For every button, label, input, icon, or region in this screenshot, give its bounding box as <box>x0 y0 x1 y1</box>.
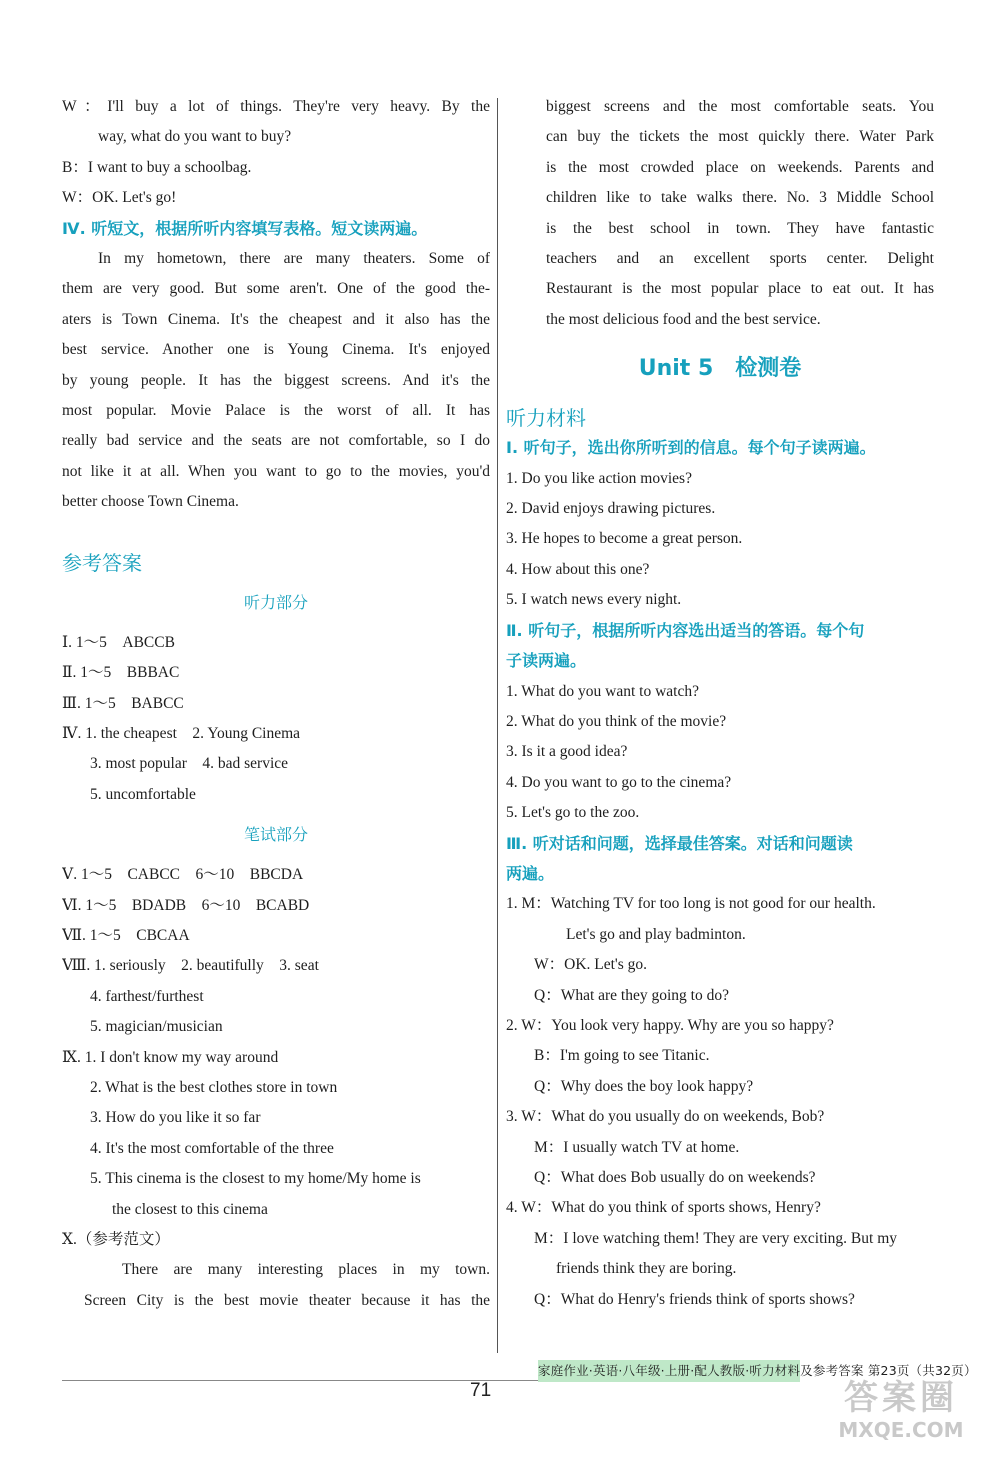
unit-title: Unit 5 检测卷 <box>638 356 802 382</box>
answer-line: Ⅴ. 1～5 CABCC 6～10 BBCDA <box>62 866 304 884</box>
list-item: M：I love watching them! They are very exciting. But my <box>534 1229 898 1247</box>
essay-line: biggest screens and the most comfortable seats. You <box>546 98 934 115</box>
list-item: friends think they are boring. <box>556 1260 737 1278</box>
answer-line: 5. This cinema is the closest to my home/My home is <box>90 1170 421 1188</box>
answer-line: Ⅱ. 1～5 BBBAC <box>62 664 180 682</box>
answer-line: Ⅳ. 1. the cheapest 2. Young Cinema <box>62 724 301 742</box>
passage <box>62 244 490 518</box>
answer-line: 2. What is the best clothes store in town <box>90 1078 338 1096</box>
essay-line: can buy the tickets the most quickly there. Water Park <box>546 128 934 146</box>
dialogue-line: way, what do you want to buy? <box>98 128 292 146</box>
answer-line: Ⅰ. 1～5 ABCCB <box>62 633 175 651</box>
essay-line: is the best school in town. They have fantastic <box>546 219 934 237</box>
section-heading: Ⅱ. 听句子，根据所听内容选出适当的答语。每个句 <box>506 620 865 640</box>
passage-line: not like it at all. When you want to go to the movies, you'd <box>62 462 490 480</box>
list-item: Q：What do Henry's friends think of sports shows? <box>534 1290 855 1308</box>
list-item: 4. How about this one? <box>506 560 650 578</box>
written-answers <box>62 860 490 1316</box>
footer-rule <box>62 1380 538 1381</box>
section-heading: Ⅲ. 听对话和问题，选择最佳答案。对话和问题读 <box>506 833 853 853</box>
list-item: Q：What does Bob usually do on weekends? <box>534 1169 816 1186</box>
list-item: W：OK. Let's go. <box>534 956 647 974</box>
answer-line: 5. magician/musician <box>90 1018 223 1036</box>
answer-heading: 参考答案 <box>62 550 142 575</box>
list-item: 5. I watch news every night. <box>506 591 682 609</box>
list-item: 2. W：You look very happy. Why are you so happy? <box>506 1016 834 1034</box>
answer-line: 3. most popular 4. bad service <box>90 755 289 773</box>
page-number: 71 <box>470 1380 492 1401</box>
list-item: 4. W：What do you think of sports shows, Henry? <box>506 1199 821 1217</box>
essay-line: There are many interesting places in my town. <box>122 1261 490 1279</box>
essay-line: the most delicious food and the best service. <box>546 310 821 328</box>
answer-line: Ⅸ. 1. I don't know my way around <box>62 1048 279 1066</box>
answer-line: Ⅹ.（参考范文） <box>62 1231 170 1248</box>
passage-line: In my hometown, there are many theaters. Some of <box>98 250 490 268</box>
left-column <box>62 92 490 1316</box>
list-item: 4. Do you want to go to the cinema? <box>506 773 732 791</box>
dialogue-line: W：I'll buy a lot of things. They're very heavy. By the <box>62 98 490 115</box>
dialogue <box>62 92 490 214</box>
list-item: 2. What do you think of the movie? <box>506 712 727 730</box>
answer-line: Ⅶ. 1～5 CBCAA <box>62 926 190 944</box>
section-heading: Ⅰ. 听句子，选出你所听到的信息。每个句子读两遍。 <box>506 438 876 458</box>
list-item: 1. What do you want to watch? <box>506 682 699 700</box>
essay-line: Restaurant is the most popular place to eat out. It has <box>546 280 934 298</box>
section-heading: 子读两遍。 <box>506 651 587 671</box>
answer-line: Ⅷ. 1. seriously 2. beautifully 3. seat <box>62 957 319 975</box>
list-item: 5. Let's go to the zoo. <box>506 804 640 822</box>
passage-line: them are very good. But some aren't. One of the good the- <box>62 280 490 298</box>
watermark-logo: 答案圈 <box>844 1378 958 1418</box>
section-heading: Ⅳ. 听短文，根据所听内容填写表格。短文读两遍。 <box>62 218 428 238</box>
listening-answers <box>62 628 490 810</box>
list-item: 3. Is it a good idea? <box>506 743 628 761</box>
watermark <box>816 1378 986 1448</box>
listening-part-heading: 听力部分 <box>243 592 308 612</box>
footer-banner: 家庭作业·英语·八年级·上册·配人教版·听力材料及参考答案 第23页（共32页） <box>538 1360 800 1382</box>
list-item: 1. Do you like action movies? <box>506 469 692 487</box>
passage-line: most popular. Movie Palace is the worst of all. It has <box>62 402 490 420</box>
written-part-heading: 笔试部分 <box>243 825 308 845</box>
materials-heading: 听力材料 <box>506 406 586 431</box>
passage-line: by young people. It has the biggest screens. And it's the <box>62 371 490 389</box>
answer-line: 5. uncomfortable <box>90 785 196 803</box>
answer-line: Ⅲ. 1～5 BABCC <box>62 694 184 712</box>
dialogue-line: W：OK. Let's go! <box>62 189 177 207</box>
dialogue-line: B：I want to buy a schoolbag. <box>62 158 252 176</box>
answer-line: Ⅵ. 1～5 BDADB 6～10 BCABD <box>62 896 310 914</box>
list-item: Q：Why does the boy look happy? <box>534 1077 754 1095</box>
answer-line: 3. How do you like it so far <box>90 1109 261 1127</box>
section2-items <box>506 677 934 829</box>
essay-line: Screen City is the best movie theater because it has the <box>84 1291 490 1309</box>
list-item: M：I usually watch TV at home. <box>534 1138 740 1156</box>
column-divider <box>497 98 498 1353</box>
list-item: 3. He hopes to become a great person. <box>506 530 743 548</box>
list-item: B：I'm going to see Titanic. <box>534 1047 710 1065</box>
watermark-url: MXQE.COM <box>838 1418 964 1442</box>
essay-line: teachers and an excellent sports center. Delight <box>546 250 934 268</box>
essay-line: is the most crowded place on weekends. Parents and <box>546 158 934 176</box>
answer-line: 4. farthest/furthest <box>90 987 204 1005</box>
list-item: Let's go and play badminton. <box>566 925 746 943</box>
right-column <box>506 92 934 1315</box>
section3-items <box>506 889 934 1315</box>
essay-line: children like to take walks there. No. 3 Middle School <box>546 189 934 207</box>
answer-line: the closest to this cinema <box>112 1200 268 1218</box>
list-item: 1. M：Watching TV for too long is not good for our health. <box>506 895 876 913</box>
section1-items <box>506 464 934 616</box>
essay-continued <box>506 92 934 335</box>
passage-line: best service. Another one is Young Cinema. It's enjoyed <box>62 341 490 359</box>
passage-line: better choose Town Cinema. <box>62 493 239 511</box>
list-item: 2. David enjoys drawing pictures. <box>506 500 716 518</box>
list-item: 3. W：What do you usually do on weekends, Bob? <box>506 1108 825 1126</box>
passage-line: aters is Town Cinema. It's the cheapest and it also has the <box>62 310 490 328</box>
passage-line: really bad service and the seats are not comfortable, so I do <box>62 432 490 450</box>
answer-line: 4. It's the most comfortable of the three <box>90 1139 334 1157</box>
list-item: Q：What are they going to do? <box>534 986 729 1004</box>
section-heading: 两遍。 <box>506 863 555 883</box>
